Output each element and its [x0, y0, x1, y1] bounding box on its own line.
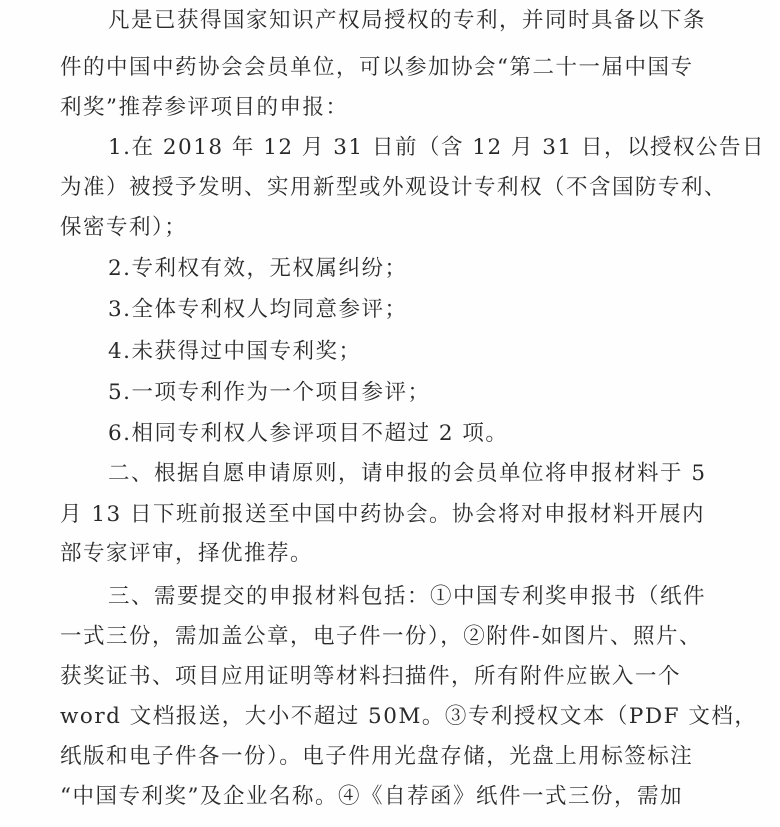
text-line: 月 13 日下班前报送至中国中药协会。协会将对申报材料开展内 — [60, 502, 706, 527]
list-item-2: 2.专利权有效，无权属纠纷； — [108, 256, 408, 281]
text-line: 凡是已获得国家知识产权局授权的专利，并同时具备以下条 — [108, 8, 707, 33]
text-line: 二、根据自愿申请原则，请申报的会员单位将申报材料于 5 — [108, 461, 707, 486]
text-line: 件的中国中药协会会员单位，可以参加协会“第二十一届中国专 — [60, 55, 694, 80]
text-line: 为准）被授予发明、实用新型或外观设计专利权（不含国防专利、 — [60, 175, 728, 200]
list-item-4: 4.未获得过中国专利奖； — [108, 339, 362, 364]
text-line: 保密专利）； — [60, 215, 188, 240]
text-line: 利奖”推荐参评项目的申报： — [60, 95, 349, 120]
text-line: 一式三份，需加盖公章，电子件一份），②附件-如图片、照片、 — [60, 624, 703, 649]
list-item-3: 3.全体专利权人均同意参评； — [108, 297, 408, 322]
list-item-6: 6.相同专利权人参评项目不超过 2 项。 — [108, 421, 509, 446]
text-line: 1.在 2018 年 12 月 31 日前（含 12 月 31 日，以授权公告日 — [108, 135, 766, 160]
list-item-5: 5.一项专利作为一个项目参评； — [108, 380, 431, 405]
text-line: “中国专利奖”及企业名称。④《自荐函》纸件一式三份，需加 — [60, 784, 683, 809]
text-line: 获奖证书、项目应用证明等材料扫描件，所有附件应嵌入一个 — [60, 664, 682, 689]
text-line: 部专家评审，择优推荐。 — [60, 541, 314, 566]
text-line: 三、需要提交的申报材料包括：①中国专利奖申报书（纸件 — [108, 584, 707, 609]
text-line: 纸版和电子件各一份）。电子件用光盘存储，光盘上用标签标注 — [60, 744, 694, 769]
text-line: word 文档报送，大小不超过 50M。③专利授权文本（PDF 文档， — [60, 704, 758, 729]
